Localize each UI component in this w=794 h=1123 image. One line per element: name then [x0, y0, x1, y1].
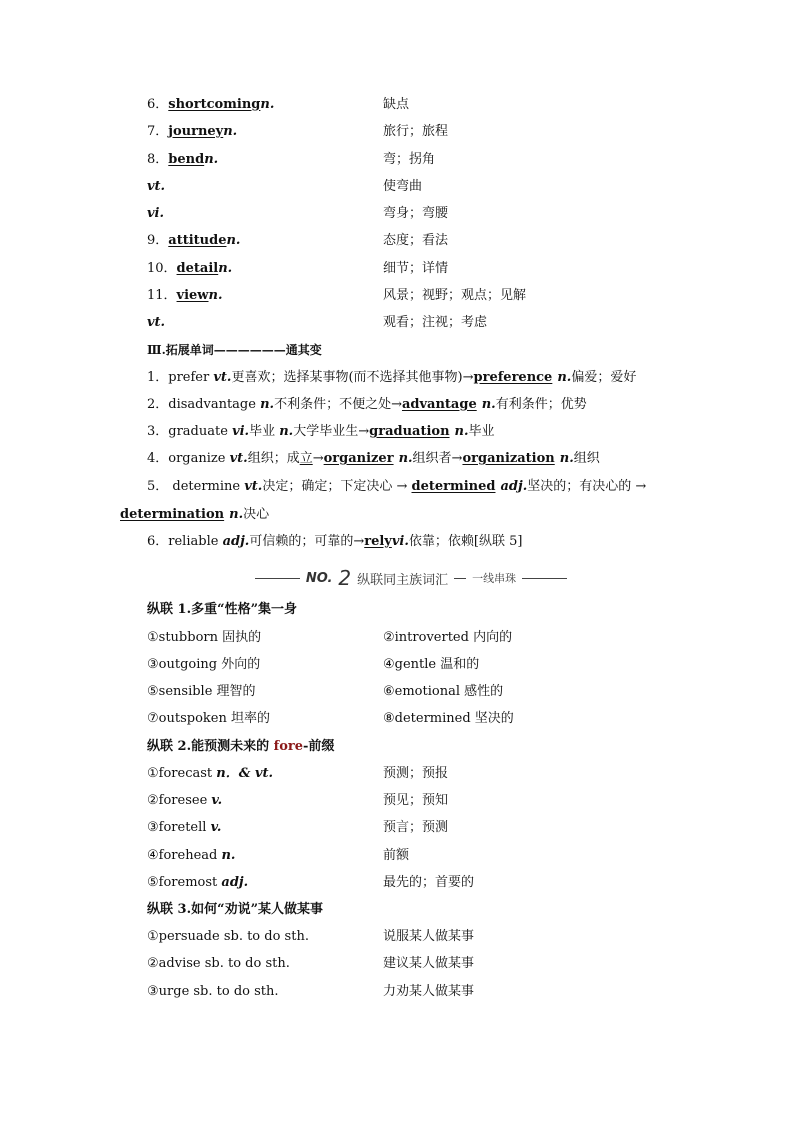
section-banner: [255, 566, 567, 590]
list-item: [147, 873, 475, 893]
answer-word: graduation: [369, 424, 450, 439]
answer-word: determination: [120, 507, 225, 522]
list-item: [147, 764, 449, 784]
item-text: 决定；确定；下定决心 →: [262, 479, 412, 494]
group-title: 纵联 1.多重“性格”集一身: [147, 602, 298, 617]
item-text: 2．disadvantage: [147, 397, 261, 412]
item-text: 毕业: [468, 424, 495, 439]
item-text: 有利条件；优势: [495, 397, 587, 412]
group-title: 纵联 3.如何“劝说”某人做某事: [147, 902, 324, 917]
item-text: 3．graduate: [147, 424, 233, 439]
vocab-pos: n.: [208, 288, 223, 303]
vocab-pos: n.: [223, 124, 238, 139]
phrase-meaning: 建议某人做某事: [383, 956, 475, 971]
trait-word: ⑧determined 坚决的: [383, 711, 514, 726]
answer-word: determined: [411, 479, 496, 494]
list-item: [147, 682, 504, 702]
pos-label: adj.: [222, 534, 250, 549]
item-text: 坚决的；有决心的 →: [527, 479, 647, 494]
section-heading: Ⅲ.拓展单词——————通其变: [147, 343, 322, 357]
phrase: ③urge sb. to do sth.: [147, 984, 279, 999]
vocab-number: 7．: [147, 124, 169, 139]
vocab-word: journey: [168, 124, 224, 139]
item-text: 毕业: [249, 424, 280, 439]
pos-label: n.: [260, 397, 275, 412]
vocab-number: 6．: [147, 97, 169, 112]
vocab-row: [147, 259, 449, 279]
pos-label: n.: [481, 397, 496, 412]
trait-word: ②introverted 内向的: [383, 630, 513, 645]
vocab-row: [147, 231, 449, 251]
pos-label: n.: [454, 424, 469, 439]
item-text: 不利条件；不便之处→: [274, 397, 402, 412]
word-meaning: 最先的；首要的: [383, 875, 475, 890]
item-text: 组织者→: [412, 451, 463, 466]
vocab-meaning: 缺点: [383, 97, 410, 112]
vocab-row: [147, 95, 410, 115]
group-title-text: -前缀: [303, 739, 335, 754]
list-item: [147, 927, 475, 947]
item-text: 6．reliable: [147, 534, 223, 549]
list-item: [147, 982, 475, 1002]
item-text: 依靠；依赖[纵联 5]: [408, 534, 523, 549]
item-text: 组织；成: [247, 451, 300, 466]
item-text: →: [312, 451, 324, 466]
item-text: 决心: [243, 507, 270, 522]
vocab-pos: n.: [204, 152, 219, 167]
vocab-pos: vt.: [147, 179, 166, 194]
pos-label: vi.: [391, 534, 409, 549]
vocab-meaning: 风景；视野；观点；见解: [383, 288, 527, 303]
item-text: 偏爱；爱好: [571, 370, 637, 385]
answer-word: organizer: [323, 451, 394, 466]
banner-line: [454, 578, 466, 579]
trait-word: ⑦outspoken 坦率的: [147, 711, 270, 726]
vocab-row: [147, 150, 436, 170]
derivation-item: [147, 449, 600, 469]
vocab-word: bend: [168, 152, 205, 167]
vocab-number: 9．: [147, 233, 169, 248]
derivation-item-continued: [120, 505, 269, 525]
phrase: ②advise sb. to do sth.: [147, 956, 290, 971]
item-text: 组织: [573, 451, 600, 466]
word-meaning: 预测；预报: [383, 766, 449, 781]
vocab-pos: n.: [218, 261, 233, 276]
vocab-meaning: 弯；拐角: [383, 152, 436, 167]
banner-line: [522, 578, 567, 579]
list-item: [147, 846, 410, 866]
phrase-meaning: 力劝某人做某事: [383, 984, 475, 999]
pos-label: n.: [398, 451, 413, 466]
vocab-row: [147, 122, 449, 142]
answer-word: 立: [299, 451, 313, 466]
pos-label: n.: [221, 848, 236, 863]
pos-label: n.: [229, 507, 244, 522]
phrase: ①persuade sb. to do sth.: [147, 929, 309, 944]
pos-label: n.: [559, 451, 574, 466]
item-text: 5． determine: [147, 479, 245, 494]
vocab-meaning: 旅行；旅程: [383, 124, 449, 139]
item-text: 1．prefer: [147, 370, 214, 385]
vocab-word: view: [176, 288, 209, 303]
vocab-row: [147, 313, 488, 333]
answer-word: advantage: [401, 397, 477, 412]
word-meaning: 前额: [383, 848, 410, 863]
vocab-word: attitude: [168, 233, 227, 248]
trait-word: ③outgoing 外向的: [147, 657, 261, 672]
item-text: 更喜欢；选择某事物(而不选择其他事物)→: [231, 370, 474, 385]
prefix-word: ④forehead: [147, 848, 222, 863]
banner-number: 2: [338, 566, 352, 590]
vocab-row: [147, 204, 449, 224]
answer-word: preference: [473, 370, 553, 385]
prefix-highlight: fore: [273, 739, 304, 754]
banner-line: [255, 578, 300, 579]
vocab-word: shortcoming: [168, 97, 261, 112]
banner-no: NO.: [305, 570, 333, 586]
vocab-word: detail: [176, 261, 219, 276]
pos-label: n.: [279, 424, 294, 439]
derivation-item: [147, 395, 587, 415]
vocab-number: 8．: [147, 152, 169, 167]
vocab-number: 10．: [147, 261, 177, 276]
phrase-meaning: 说服某人做某事: [383, 929, 475, 944]
group-title: [147, 737, 334, 757]
answer-word: rely: [364, 534, 392, 549]
trait-word: ①stubborn 固执的: [147, 630, 262, 645]
vocab-pos: vi.: [147, 206, 165, 221]
pos-label: vt.: [213, 370, 232, 385]
pos-label: adj.: [221, 875, 249, 890]
vocab-meaning: 使弯曲: [383, 179, 423, 194]
pos-label: vi.: [232, 424, 250, 439]
banner-subtitle: 一线串珠: [472, 572, 517, 585]
pos-label: v.: [211, 793, 223, 808]
prefix-word: ⑤foremost: [147, 875, 222, 890]
vocab-meaning: 观看；注视；考虑: [383, 315, 488, 330]
vocab-pos: n.: [226, 233, 241, 248]
word-meaning: 预见；预知: [383, 793, 449, 808]
trait-word: ⑤sensible 理智的: [147, 684, 256, 699]
answer-word: organization: [462, 451, 555, 466]
list-item: [147, 655, 480, 675]
vocab-pos: n.: [260, 97, 275, 112]
pos-label: n．& vt.: [216, 766, 274, 781]
vocab-meaning: 态度；看法: [383, 233, 449, 248]
vocab-number: 11．: [147, 288, 177, 303]
prefix-word: ③foretell: [147, 820, 211, 835]
trait-word: ④gentle 温和的: [383, 657, 480, 672]
prefix-word: ②foresee: [147, 793, 212, 808]
trait-word: ⑥emotional 感性的: [383, 684, 504, 699]
word-meaning: 预言；预测: [383, 820, 449, 835]
list-item: [147, 709, 514, 729]
pos-label: v.: [210, 820, 222, 835]
vocab-row: [147, 286, 527, 306]
item-text: 可信赖的；可靠的→: [249, 534, 365, 549]
prefix-word: ①forecast: [147, 766, 217, 781]
vocab-meaning: 弯身；弯腰: [383, 206, 449, 221]
derivation-item: [147, 477, 646, 497]
pos-label: vt.: [229, 451, 248, 466]
vocab-row: [147, 177, 423, 197]
list-item: [147, 791, 449, 811]
banner-title: 纵联同主族词汇: [357, 572, 449, 588]
derivation-item: [147, 368, 636, 388]
list-item: [147, 818, 449, 838]
item-text: 4．organize: [147, 451, 230, 466]
list-item: [147, 628, 513, 648]
vocab-meaning: 细节；详情: [383, 261, 449, 276]
pos-label: n.: [557, 370, 572, 385]
vocab-pos: vt.: [147, 315, 166, 330]
pos-label: vt.: [244, 479, 263, 494]
group-title-text: 纵联 2.能预测未来的: [147, 739, 274, 754]
pos-label: adj.: [500, 479, 528, 494]
list-item: [147, 954, 475, 974]
derivation-item: [147, 532, 522, 552]
derivation-item: [147, 422, 495, 442]
item-text: 大学毕业生→: [293, 424, 370, 439]
